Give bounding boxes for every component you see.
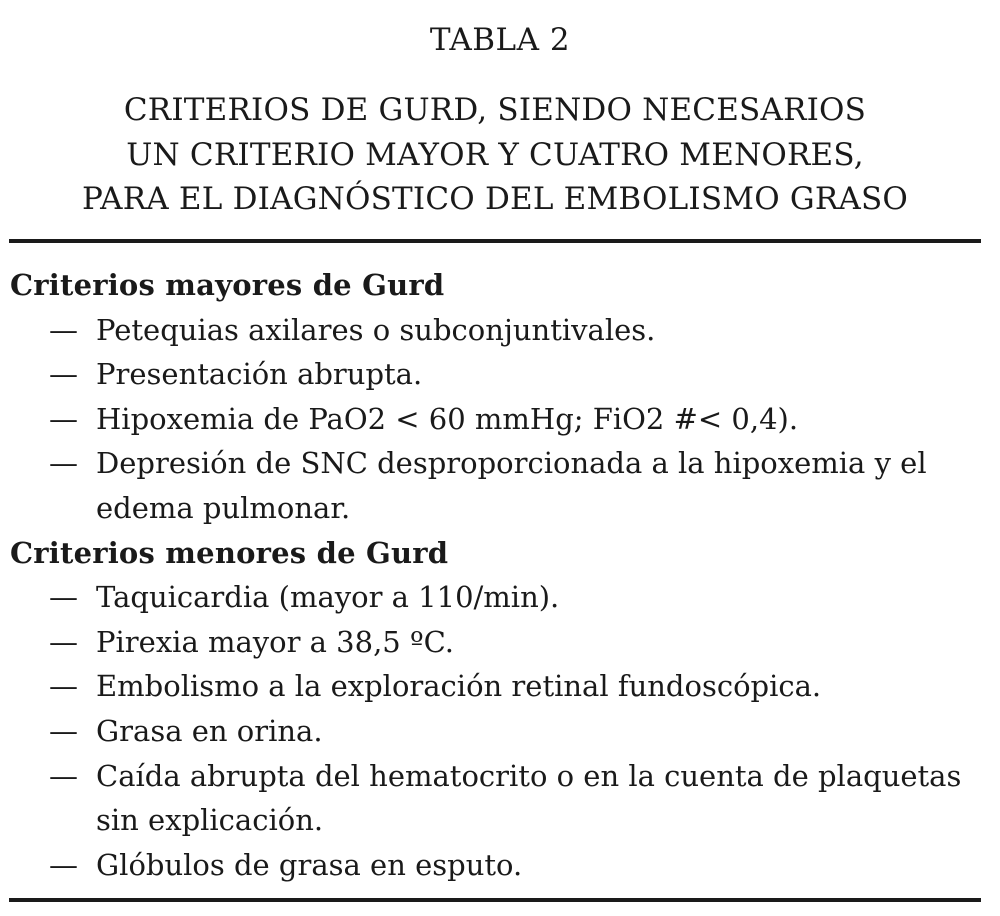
list-item-text: Taquicardia (mayor a 110/min). bbox=[96, 580, 560, 615]
list-item bbox=[10, 441, 985, 530]
dash-bullet: — bbox=[49, 580, 78, 615]
list-item bbox=[10, 709, 985, 754]
dash-bullet: — bbox=[49, 713, 78, 748]
list-item bbox=[10, 308, 985, 353]
list-item bbox=[10, 754, 985, 843]
top-rule bbox=[9, 239, 981, 243]
dash-bullet: — bbox=[49, 758, 78, 793]
dash-bullet: — bbox=[49, 624, 78, 659]
table-caption bbox=[0, 88, 990, 222]
list-item bbox=[10, 397, 985, 442]
major-criteria-heading: Criterios mayores de Gurd bbox=[10, 268, 445, 302]
list-item-text: Depresión de SNC desproporcionada a la hipoxemia y el edema pulmonar. bbox=[96, 446, 927, 525]
list-item bbox=[10, 664, 985, 709]
list-item bbox=[10, 843, 985, 888]
minor-criteria-heading: Criterios menores de Gurd bbox=[10, 535, 449, 570]
bottom-rule bbox=[9, 898, 981, 902]
table-body bbox=[10, 263, 985, 887]
list-item bbox=[10, 575, 985, 620]
list-item-text: Petequias axilares o subconjuntivales. bbox=[96, 312, 656, 347]
caption-line: PARA EL DIAGNÓSTICO DEL EMBOLISMO GRASO bbox=[81, 181, 909, 217]
dash-bullet: — bbox=[49, 357, 78, 392]
dash-bullet: — bbox=[49, 847, 78, 882]
caption-line: CRITERIOS DE GURD, SIENDO NECESARIOS bbox=[123, 92, 867, 128]
list-item-text: Pirexia mayor a 38,5 ºC. bbox=[96, 624, 454, 659]
list-item-text: Presentación abrupta. bbox=[96, 357, 423, 392]
table-label: TABLA 2 bbox=[429, 22, 571, 58]
dash-bullet: — bbox=[49, 446, 78, 481]
list-item-text: Hipoxemia de PaO2 < 60 mmHg; FiO2 #< 0,4). bbox=[96, 401, 799, 436]
dash-bullet: — bbox=[49, 312, 78, 347]
list-item-text: Embolismo a la exploración retinal fundoscópica. bbox=[96, 669, 822, 704]
list-item bbox=[10, 352, 985, 397]
dash-bullet: — bbox=[49, 401, 78, 436]
caption-line: UN CRITERIO MAYOR Y CUATRO MENORES, bbox=[126, 136, 864, 173]
dash-bullet: — bbox=[49, 669, 78, 704]
list-item-text: Grasa en orina. bbox=[96, 713, 323, 748]
list-item-text: Caída abrupta del hematocrito o en la cuenta de plaquetas sin explicación. bbox=[96, 758, 962, 838]
list-item-text: Glóbulos de grasa en esputo. bbox=[96, 847, 523, 882]
list-item bbox=[10, 620, 985, 665]
